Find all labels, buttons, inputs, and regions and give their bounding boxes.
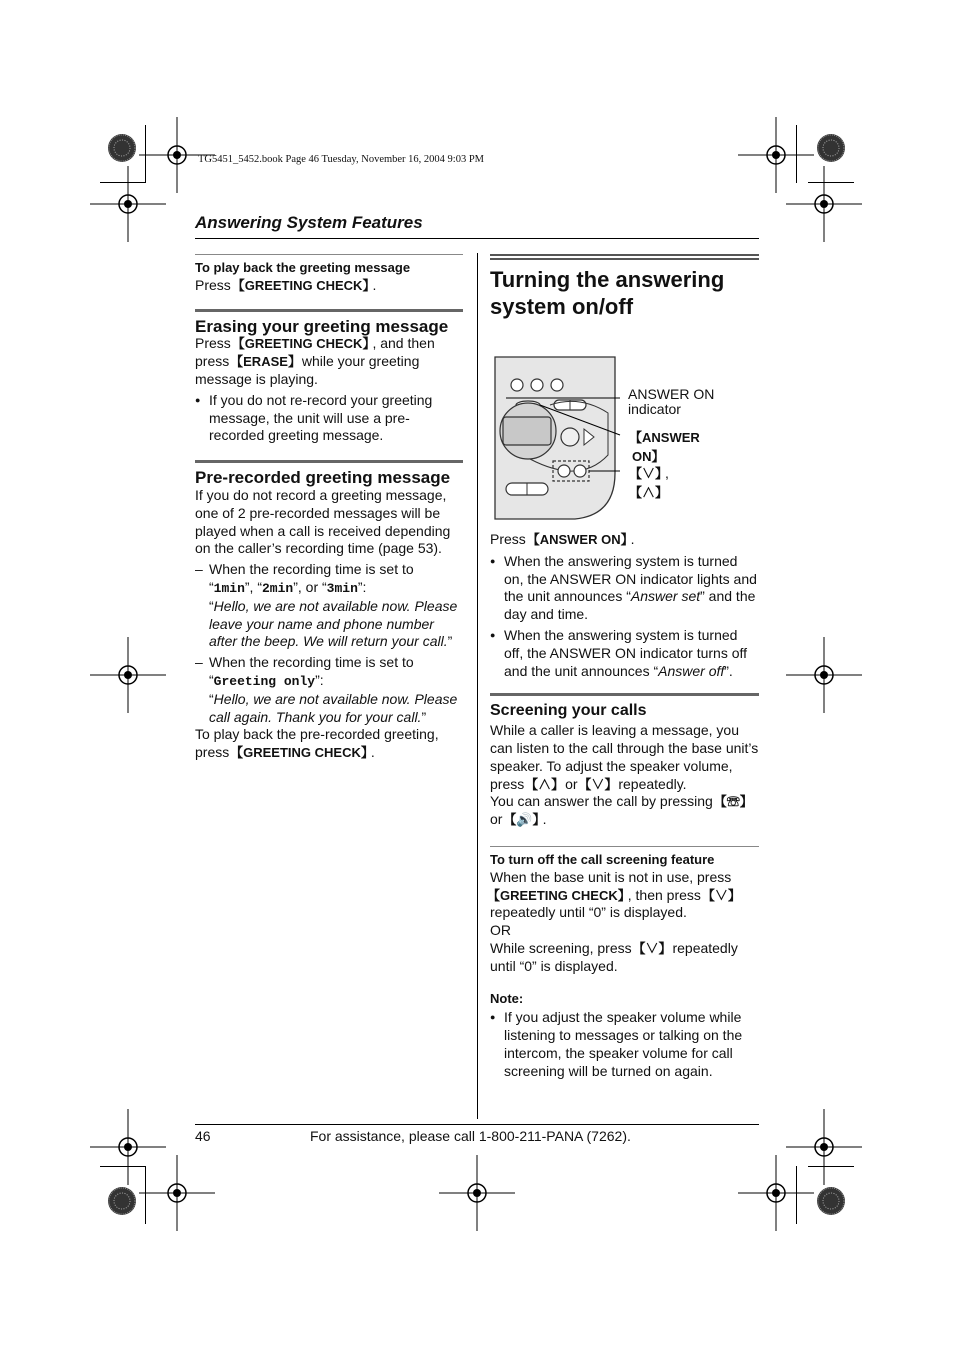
figure-label-indicator: ANSWER ON indicator bbox=[628, 386, 715, 417]
rule bbox=[195, 309, 463, 312]
turnoff-line-5: until “0” is displayed. bbox=[490, 957, 618, 974]
left-column bbox=[195, 254, 463, 762]
page-title: Turning the answering system on/off bbox=[490, 267, 725, 319]
talk-icon: 【 ☏ 】 bbox=[717, 794, 750, 809]
prerec-outro-2: press 【 GREETING CHECK 】 . bbox=[195, 744, 463, 762]
erase-bullet: ● If you do not re-record your greeting message, the unit will use a pre-recorded greeting message. bbox=[195, 392, 463, 445]
prerec-option-1: – When the recording time is set to “1min”, “2min”, or “3min”: “Hello, we are not available now. Please leave your name and phone number after the beep. We will return your call.” bbox=[195, 561, 463, 651]
footer-rule bbox=[195, 1124, 759, 1125]
rule bbox=[490, 846, 759, 847]
screening-title: Screening your calls bbox=[490, 702, 647, 720]
speaker-icon: 【 🔊 】 bbox=[506, 812, 542, 827]
prerec-option-2: – When the recording time is set to “Greeting only”: “Hello, we are not available now. Please call again. Thank you for your call.” bbox=[195, 654, 463, 726]
right-column bbox=[490, 254, 759, 320]
playback-line: Press 【 GREETING CHECK 】 . bbox=[195, 277, 463, 295]
figure-label-answer-on: 【 ANSWER ON 】 bbox=[632, 427, 733, 465]
print-slug: TG5451_5452.book Page 46 Tuesday, November 16, 2004 9:03 PM bbox=[198, 154, 485, 165]
rule bbox=[490, 258, 759, 260]
playback-title: To play back the greeting message bbox=[195, 260, 411, 275]
rule bbox=[195, 254, 463, 255]
note-title: Note: bbox=[490, 990, 524, 1006]
assistance-line: For assistance, please call 1-800-211-PANA (7262). bbox=[310, 1128, 631, 1144]
header-rule bbox=[195, 238, 759, 239]
bullet-off: ● When the answering system is turned off, the ANSWER ON indicator turns off and the unit announces “Answer off”. bbox=[490, 627, 759, 680]
turnoff-title: To turn off the call screening feature bbox=[490, 851, 715, 867]
erase-title: Erasing your greeting message bbox=[195, 316, 449, 336]
erase-line-2: press 【 ERASE 】 while your greeting bbox=[195, 353, 463, 371]
erase-line-3: message is playing. bbox=[195, 370, 318, 387]
bullet-on: ● When the answering system is turned on, the ANSWER ON indicator lights and the unit announces “Answer set” and the day and time. bbox=[490, 553, 759, 624]
prerec-outro-1: To play back the pre-recorded greeting, bbox=[195, 726, 439, 743]
prerec-intro: If you do not record a greeting message, one of 2 pre-recorded messages will be played when a call is received depending on the caller’s recording time (page 53). bbox=[195, 486, 451, 557]
turnoff-line-2: 【 GREETING CHECK 】 , then press 【 ∨ 】 bbox=[490, 887, 759, 905]
screening-para: While a caller is leaving a message, you can listen to the call through the base unit’s speaker. To adjust the speaker volume, press 【 ∧ 】 or 【 ∨ 】 repeatedly. bbox=[490, 722, 759, 793]
greeting-check-key: 【 GREETING CHECK 】 bbox=[235, 278, 373, 293]
right-column-body bbox=[490, 531, 759, 1081]
erase-line-1: Press 【 GREETING CHECK 】 , and then bbox=[195, 335, 463, 353]
note-bullet: ● If you adjust the speaker volume while listening to messages or talking on the intercom, the speaker volume for call screening will be turned on again. bbox=[490, 1009, 759, 1080]
turnoff-line-1: When the base unit is not in use, press bbox=[490, 868, 732, 885]
column-divider bbox=[477, 253, 478, 1119]
figure-label-volume: 【 ∨ 】 , 【 ∧ 】 bbox=[632, 463, 706, 501]
turnoff-or: OR bbox=[490, 922, 511, 939]
screening-answer: You can answer the call by pressing 【 ☏ 】 or 【 🔊 】 . bbox=[490, 793, 759, 829]
turnoff-line-3: repeatedly until “0” is displayed. bbox=[490, 904, 687, 921]
section-title: Answering System Features bbox=[195, 213, 423, 232]
turnoff-line-4: While screening, press 【 ∨ 】 repeatedly bbox=[490, 940, 759, 958]
rule bbox=[490, 693, 759, 696]
rule bbox=[195, 460, 463, 463]
prerec-title: Pre-recorded greeting message bbox=[195, 468, 451, 488]
press-answer-on: Press 【 ANSWER ON 】 . bbox=[490, 531, 759, 549]
page-number: 46 bbox=[195, 1128, 211, 1144]
